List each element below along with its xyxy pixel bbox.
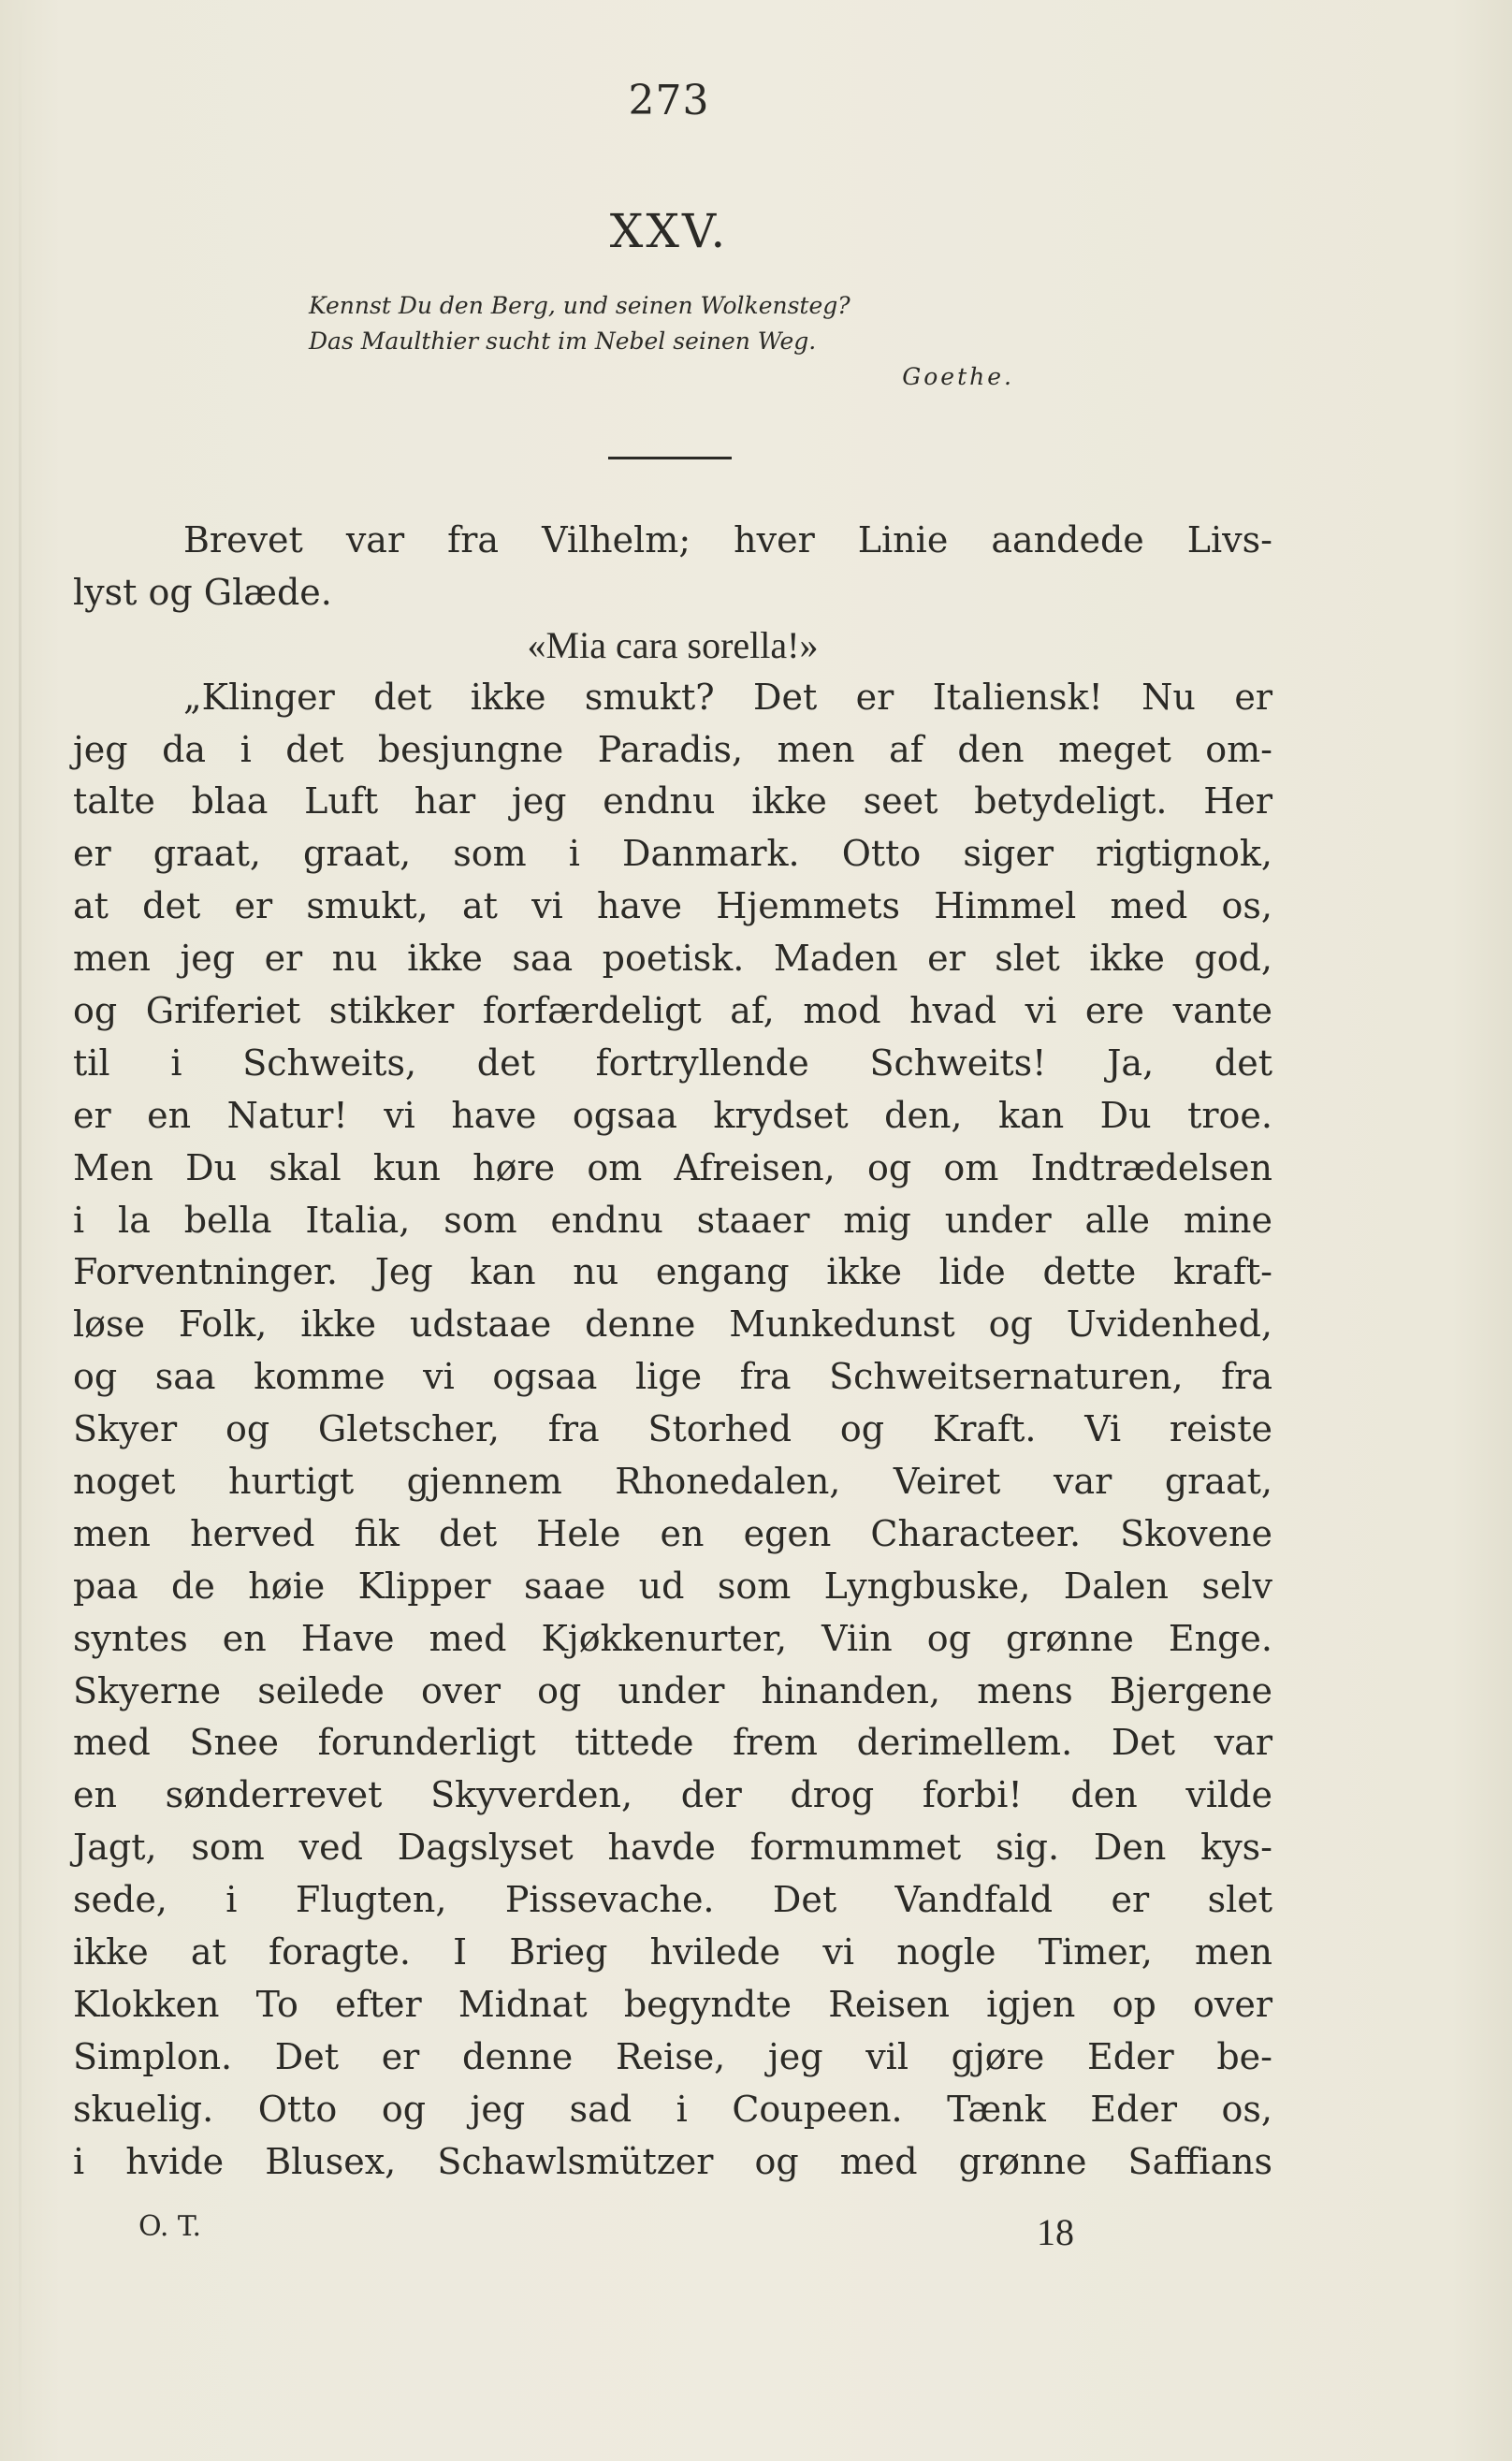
text-line: jeg da i det besjungne Paradis, men af den meget om- <box>73 728 1272 770</box>
text-line: at det er smukt, at vi have Hjemmets Himmel med os, <box>73 885 1272 927</box>
text-line: lyst og Glæde. <box>73 571 332 613</box>
text-line: er graat, graat, som i Danmark. Otto siger rigtignok, <box>73 833 1272 875</box>
section-divider <box>608 457 732 459</box>
text-line: til i Schweits, det fortryllende Schweits! Ja, det <box>73 1041 1272 1084</box>
text-line: Simplon. Det er denne Reise, jeg vil gjøre Eder be- <box>73 2035 1272 2077</box>
text-line: men herved fik det Hele en egen Characteer. Skovene <box>73 1512 1272 1554</box>
body-text <box>73 515 1272 2189</box>
text-line: noget hurtigt gjennem Rhonedalen, Veiret var graat, <box>73 1461 1272 1503</box>
text-line: en sønderrevet Skyverden, der drog forbi! den vilde <box>73 1774 1272 1816</box>
text-line-salutation: «Mia cara sorella!» <box>527 623 819 666</box>
epigraph-author: Goethe. <box>902 363 1014 390</box>
text-line: Jagt, som ved Dagslyset havde formummet sig. Den kys- <box>73 1827 1272 1869</box>
epigraph <box>309 288 1029 395</box>
text-line: sede, i Flugten, Pissevache. Det Vandfald er slet <box>73 1879 1272 1921</box>
text-line: løse Folk, ikke udstaae denne Munkedunst og Uvidenhed, <box>73 1303 1272 1346</box>
text-line: og saa komme vi ogsaa lige fra Schweitsernaturen, fra <box>73 1356 1272 1398</box>
text-line: „Klinger det ikke smukt? Det er Italiensk! Nu er <box>183 676 1272 718</box>
sheet-number: 18 <box>1037 2211 1074 2253</box>
page-number: 273 <box>628 77 710 124</box>
text-line: talte blaa Luft har jeg endnu ikke seet betydeligt. Her <box>73 780 1272 823</box>
text-line: skuelig. Otto og jeg sad i Coupeen. Tænk Eder os, <box>73 2088 1272 2130</box>
text-line: i hvide Blusex, Schawlsmützer og med grønne Saffians <box>73 2140 1272 2182</box>
text-line: men jeg er nu ikke saa poetisk. Maden er slet ikke god, <box>73 938 1272 980</box>
chapter-heading: XXV. <box>609 204 729 258</box>
text-line: ikke at foragte. I Brieg hvilede vi nogle Timer, men <box>73 1931 1272 1973</box>
text-line: Skyerne seilede over og under hinanden, mens Bjergene <box>73 1669 1272 1711</box>
text-line: syntes en Have med Kjøkkenurter, Viin og grønne Enge. <box>73 1617 1272 1659</box>
text-line: i la bella Italia, som endnu staaer mig under alle mine <box>73 1199 1272 1241</box>
text-line: paa de høie Klipper saae ud som Lyngbuske, Dalen selv <box>73 1565 1272 1607</box>
signature-mark: O. T. <box>138 2210 202 2243</box>
text-line: og Griferiet stikker forfærdeligt af, mod hvad vi ere vante <box>73 990 1272 1032</box>
epigraph-line: Kennst Du den Berg, und seinen Wolkensteg? <box>309 292 850 319</box>
page-gutter <box>19 0 22 2461</box>
text-line: Men Du skal kun høre om Afreisen, og om Indtrædelsen <box>73 1146 1272 1188</box>
text-line: er en Natur! vi have ogsaa krydset den, kan Du troe. <box>73 1094 1272 1136</box>
text-line: Brevet var fra Vilhelm; hver Linie aandede Livs- <box>183 519 1272 561</box>
text-line: Klokken To efter Midnat begyndte Reisen igjen op over <box>73 1983 1272 2025</box>
text-line: Forventninger. Jeg kan nu engang ikke lide dette kraft- <box>73 1251 1272 1293</box>
text-line: Skyer og Gletscher, fra Storhed og Kraft. Vi reiste <box>73 1408 1272 1450</box>
text-line: med Snee forunderligt tittede frem derimellem. Det var <box>73 1722 1272 1764</box>
epigraph-line: Das Maulthier sucht im Nebel seinen Weg. <box>309 328 817 355</box>
